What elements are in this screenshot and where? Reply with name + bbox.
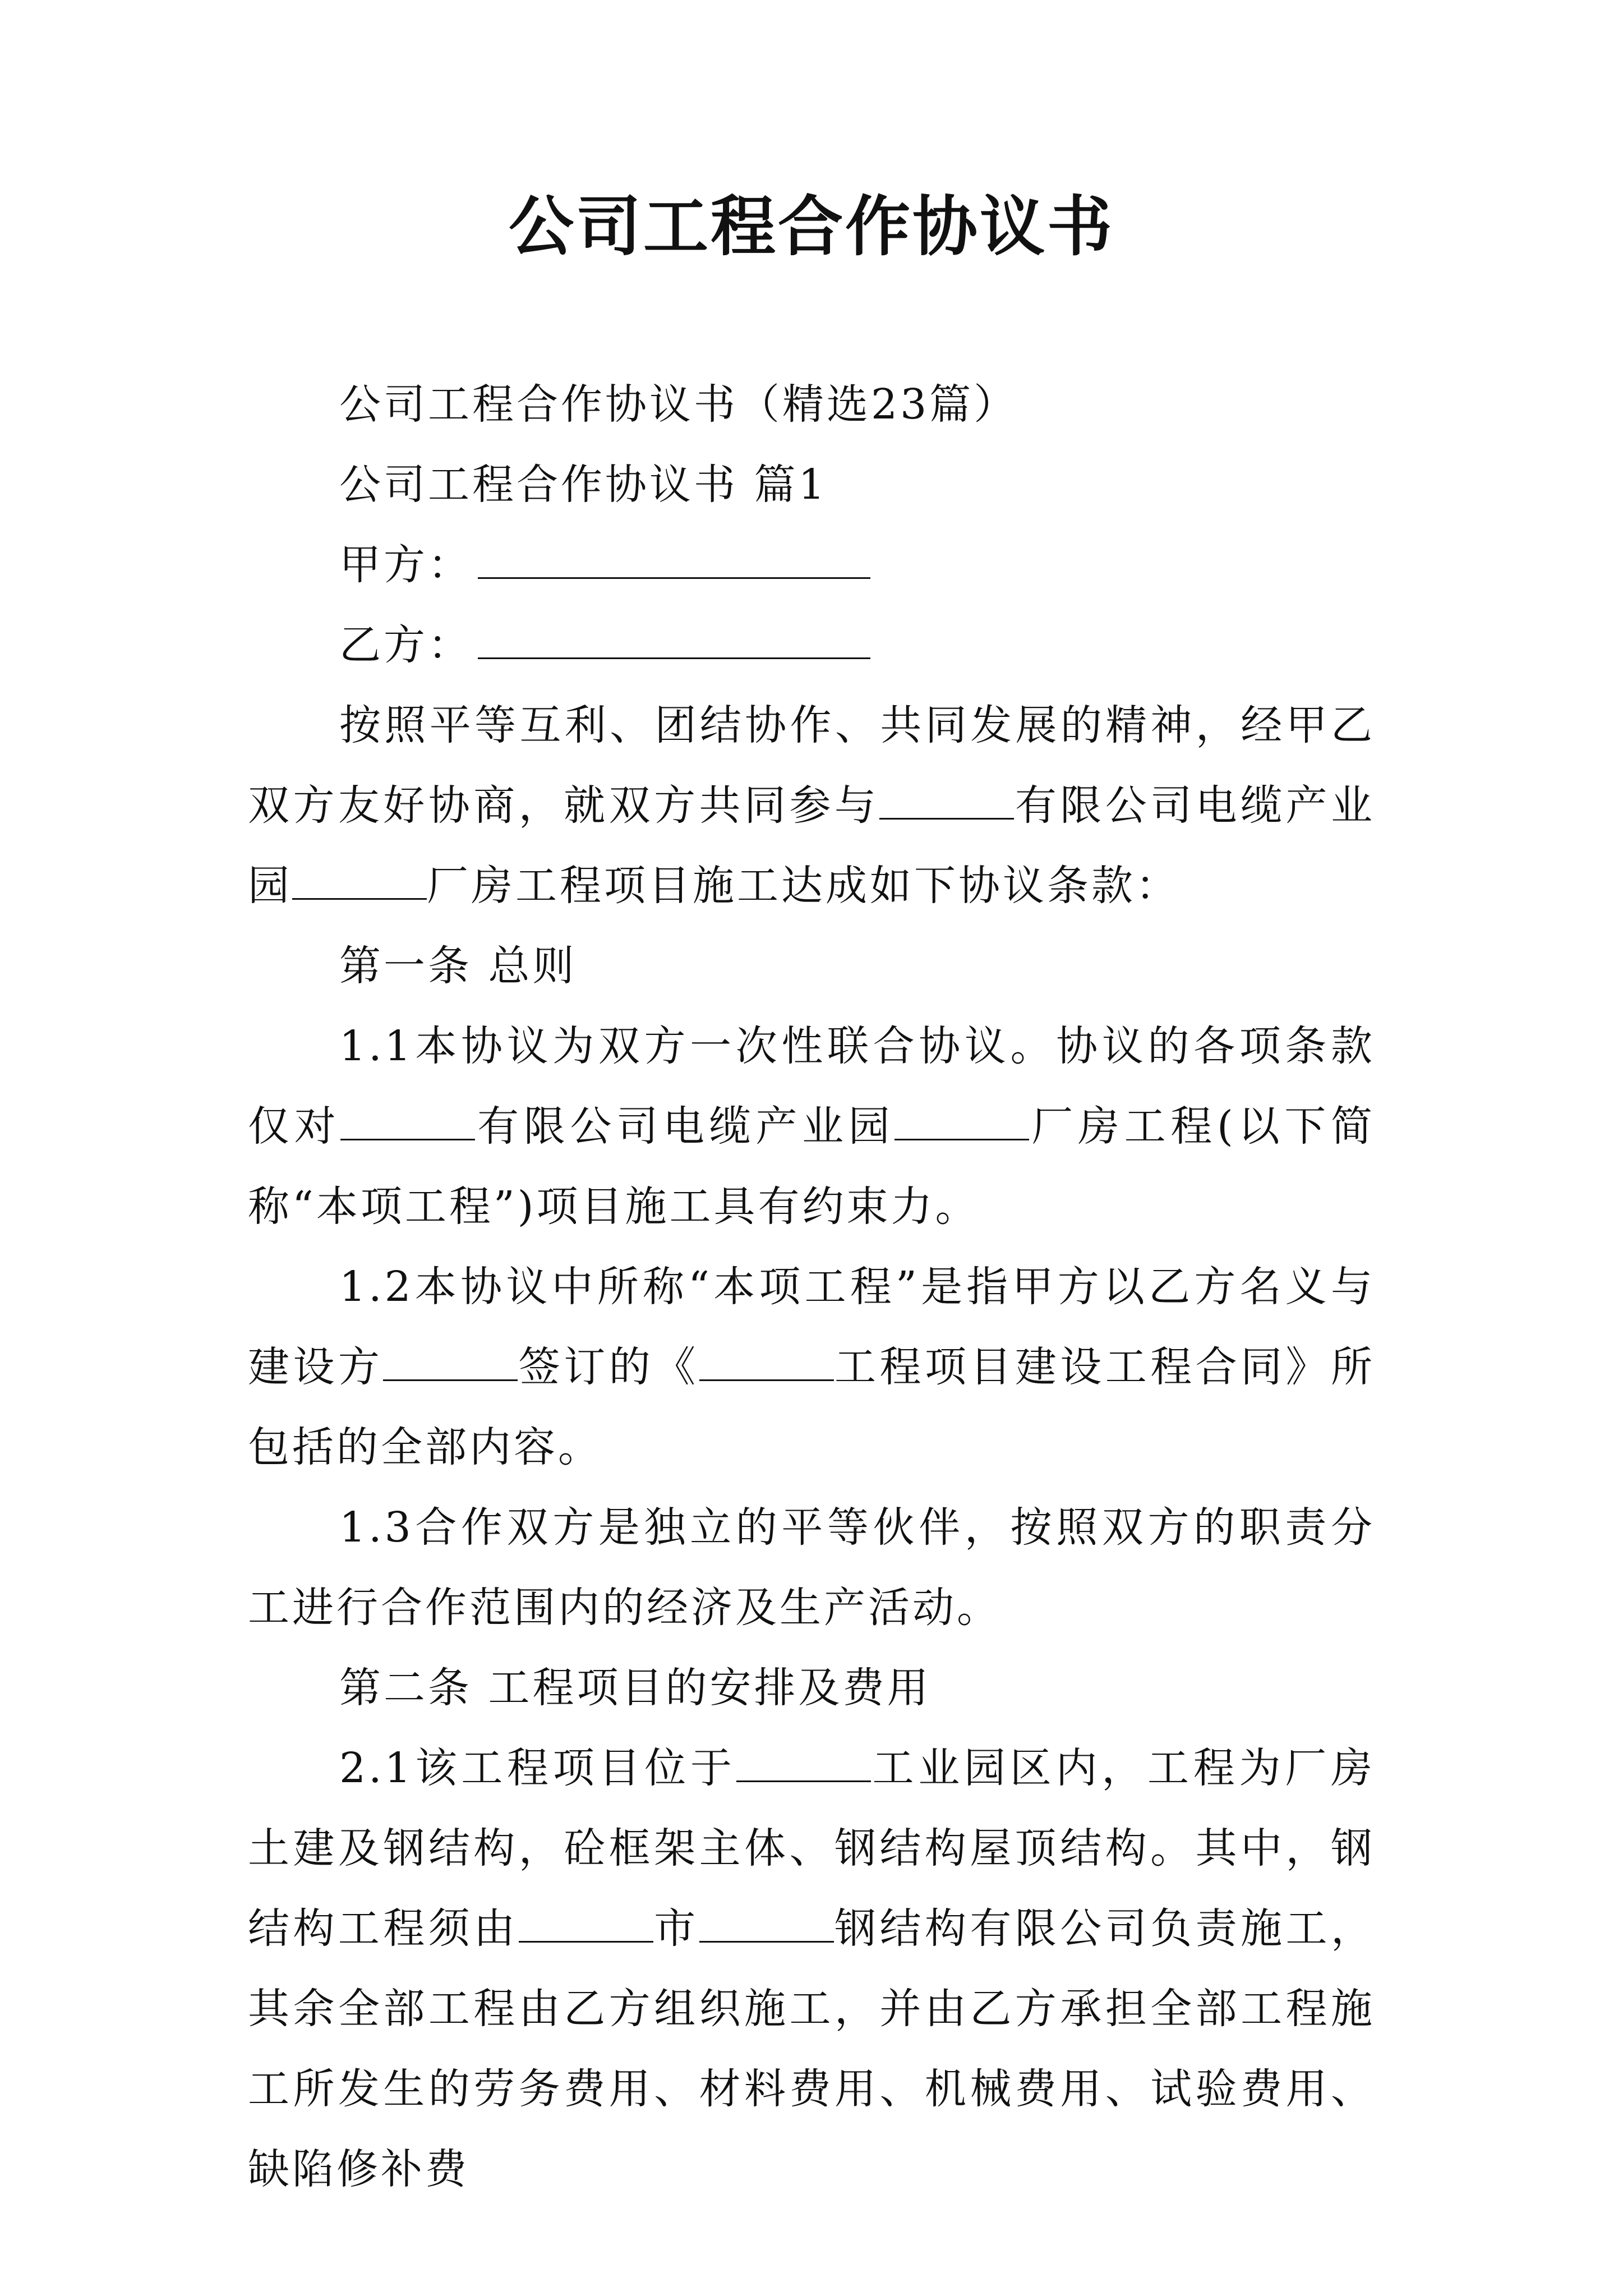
paragraph-text: 2.1该工程项目位于 <box>339 1744 736 1792</box>
paragraph-clause-1-3 <box>248 1488 1375 1648</box>
paragraph-text: 市 <box>653 1904 699 1953</box>
paragraph-text: 钢结构有限公司负责施工，其余全部工程由乙方组织施工，并由乙方承担全部工程施工所发生的劳务费用、材料费用、机械费用、试验费用、缺陷修补费 <box>248 1904 1376 2193</box>
paragraph-clause-2-1 <box>248 1728 1375 2210</box>
blank-field <box>478 624 870 659</box>
paragraph-text: 公司工程合作协议书 篇1 <box>339 461 828 509</box>
paragraph-text: 1.1本协议为双方一次性联合协议。协议的各项条款仅对 <box>248 1022 1375 1151</box>
paragraph-text: 公司工程合作协议书（精选23篇） <box>339 380 1018 429</box>
paragraph-text: 乙方： <box>339 621 472 669</box>
blank-field <box>699 1346 834 1381</box>
paragraph-chapter <box>248 445 1375 525</box>
paragraph-text: 签订的《 <box>518 1343 699 1391</box>
paragraph-text: 第一条 总则 <box>339 942 577 990</box>
document-body <box>248 365 1375 2210</box>
paragraph-text: 按照平等互利、团结协作、共同发展的精神，经甲乙双方友好协商，就双方共同参与 <box>248 701 1375 830</box>
paragraph-article-2 <box>248 1648 1375 1728</box>
paragraph-party-b <box>248 605 1375 685</box>
blank-field <box>879 784 1014 820</box>
blank-field <box>478 544 870 579</box>
paragraph-clause-1-2 <box>248 1247 1375 1488</box>
blank-field <box>340 1105 475 1140</box>
blank-field <box>519 1907 653 1943</box>
paragraph-text: 工业园区内，工程为厂房土建及钢结构，砼框架主体、钢结构屋顶结构。其中，钢结构工程须由 <box>248 1744 1376 1953</box>
paragraph-text: 工程项目建设工程合同》所包括的全部内容。 <box>248 1343 1376 1471</box>
paragraph-text: 1.2本协议中所称“本项工程”是指甲方以乙方名义与建设方 <box>248 1263 1375 1391</box>
paragraph-text: 1.3合作双方是独立的平等伙伴，按照双方的职责分工进行合作范围内的经济及生产活动。 <box>248 1503 1375 1632</box>
paragraph-text: 厂房工程项目施工达成如下协议条款： <box>427 862 1180 910</box>
paragraph-article-1 <box>248 926 1375 1006</box>
paragraph-party-a <box>248 525 1375 605</box>
paragraph-text: 第二条 工程项目的安排及费用 <box>339 1664 932 1712</box>
blank-field <box>383 1346 518 1381</box>
document-title: 公司工程合作协议书 <box>509 189 1114 265</box>
paragraph-text: 甲方： <box>339 541 472 589</box>
paragraph-text: 有限公司电缆产业园 <box>475 1102 895 1151</box>
blank-field <box>292 864 427 900</box>
paragraph-clause-1-1 <box>248 1006 1375 1247</box>
paragraph-subtitle <box>248 365 1375 445</box>
paragraph-text: 厂房工程(以下简称“本项工程”)项目施工具有约束力。 <box>248 1102 1376 1231</box>
blank-field <box>736 1747 871 1782</box>
blank-field <box>895 1105 1029 1140</box>
paragraph-intro <box>248 685 1375 926</box>
blank-field <box>699 1907 834 1943</box>
paragraph-text: 有限公司电缆产业园 <box>248 781 1376 910</box>
